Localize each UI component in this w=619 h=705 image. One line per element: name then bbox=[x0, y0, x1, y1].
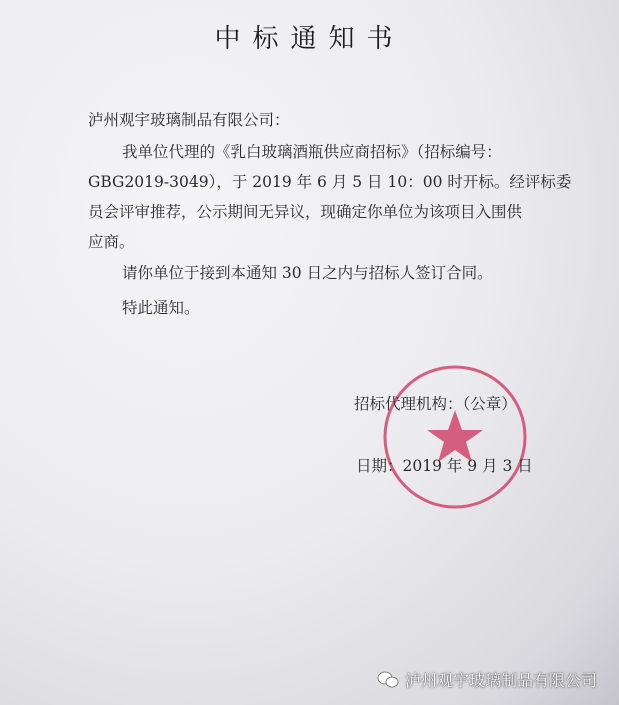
document-title: 中标通知书 bbox=[214, 24, 405, 54]
watermark bbox=[377, 668, 597, 691]
body-line: 特此通知。 bbox=[122, 299, 200, 317]
agency-signature: 招标代理机构：（公章） bbox=[354, 395, 517, 413]
wechat-icon bbox=[377, 671, 399, 689]
body-line: 请你单位于接到本通知 30 日之内与招标人签订合同。 bbox=[122, 264, 493, 282]
recipient: 泸州观宇玻璃制品有限公司： bbox=[88, 111, 290, 129]
body-line: 员会评审推荐，公示期间无异议，现确定你单位为该项目入围供 bbox=[88, 203, 523, 221]
body-line: 应商。 bbox=[88, 233, 135, 251]
body-line: GBG2019-3049），于 2019 年 6 月 5 日 10：00 时开标。经评标委 bbox=[88, 173, 572, 191]
official-seal bbox=[380, 362, 530, 512]
date: 日期：2019 年 9 月 3 日 bbox=[356, 457, 533, 475]
watermark-text: 泸州观宇玻璃制品有限公司 bbox=[404, 671, 597, 690]
body-line: 我单位代理的《乳白玻璃酒瓶供应商招标》（招标编号： bbox=[122, 143, 502, 161]
